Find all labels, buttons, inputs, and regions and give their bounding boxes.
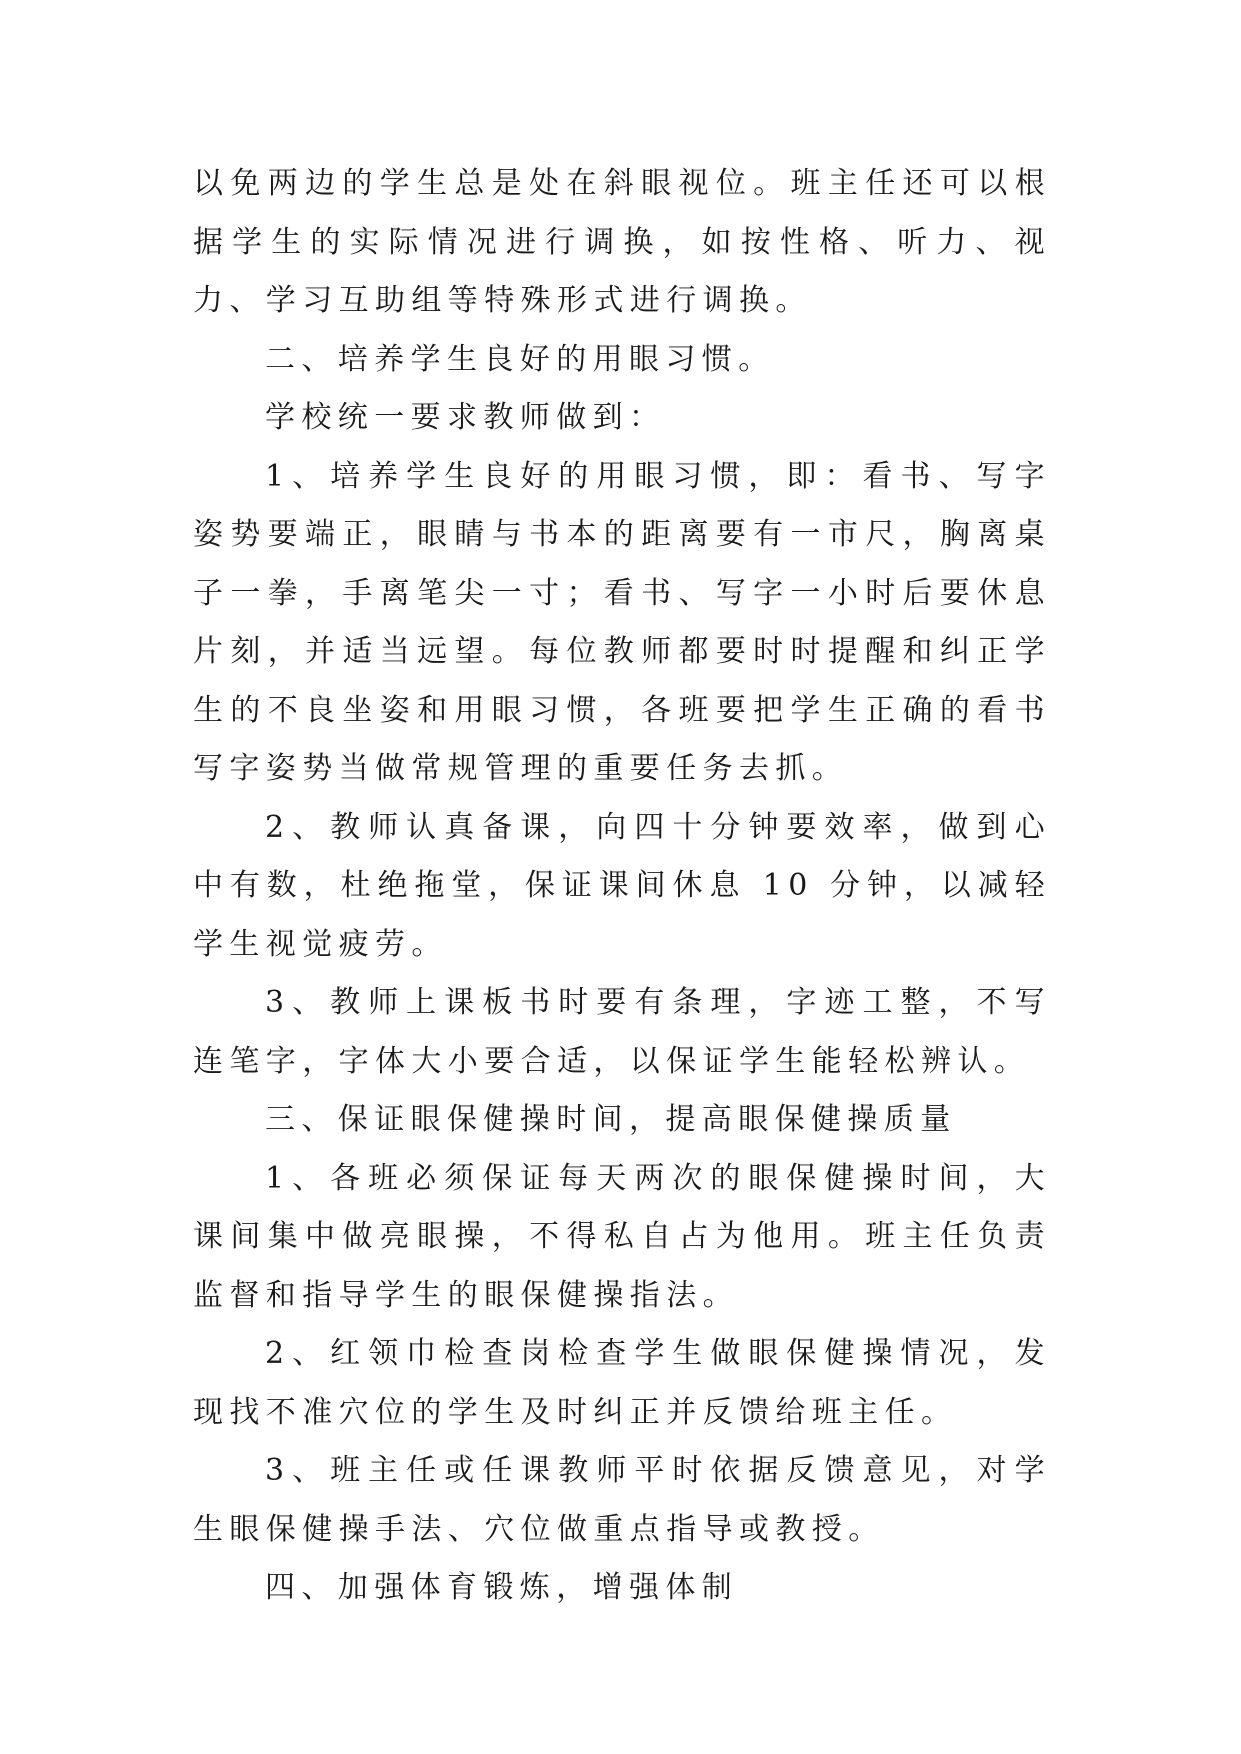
paragraph: 学校统一要求教师做到： (265, 400, 666, 435)
section-heading: 四、加强体育锻炼，增强体制 (265, 1570, 739, 1605)
list-item: 2、红领巾检查岗检查学生做眼保健操情况，发现找不准穴位的学生及时纠正并反馈给班主任。 (193, 1336, 1051, 1430)
list-item: 2、教师认真备课，向四十分钟要效率，做到心中有数，杜绝拖堂，保证课间休息 10 分钟，以减轻学生视觉疲劳。 (193, 809, 1051, 962)
list-item: 1、各班必须保证每天两次的眼保健操时间，大课间集中做亮眼操，不得私自占为他用。班主任负责监督和指导学生的眼保健操指法。 (193, 1160, 1051, 1313)
section-heading: 三、保证眼保健操时间，提高眼保健操质量 (265, 1102, 957, 1137)
list-item: 1、培养学生良好的用眼习惯，即：看书、写字姿势要端正，眼睛与书本的距离要有一市尺，胸离桌子一拳，手离笔尖一寸；看书、写字一小时后要休息片刻，并适当远望。每位教师都要时时提醒和纠正学生的不良坐姿和用眼习惯，各班要把学生正确的看书写字姿势当做常规管理的重要任务去抓。 (193, 458, 1051, 786)
document-body (193, 155, 1051, 1618)
list-item: 3、班主任或任课教师平时依据反馈意见，对学生眼保健操手法、穴位做重点指导或教授。 (193, 1453, 1051, 1547)
list-item: 3、教师上课板书时要有条理，字迹工整，不写连笔字，字体大小要合适，以保证学生能轻松辨认。 (193, 985, 1051, 1079)
paragraph: 以免两边的学生总是处在斜眼视位。班主任还可以根据学生的实际情况进行调换，如按性格、听力、视力、学习互助组等特殊形式进行调换。 (193, 166, 1051, 318)
section-heading: 二、培养学生良好的用眼习惯。 (265, 341, 775, 377)
